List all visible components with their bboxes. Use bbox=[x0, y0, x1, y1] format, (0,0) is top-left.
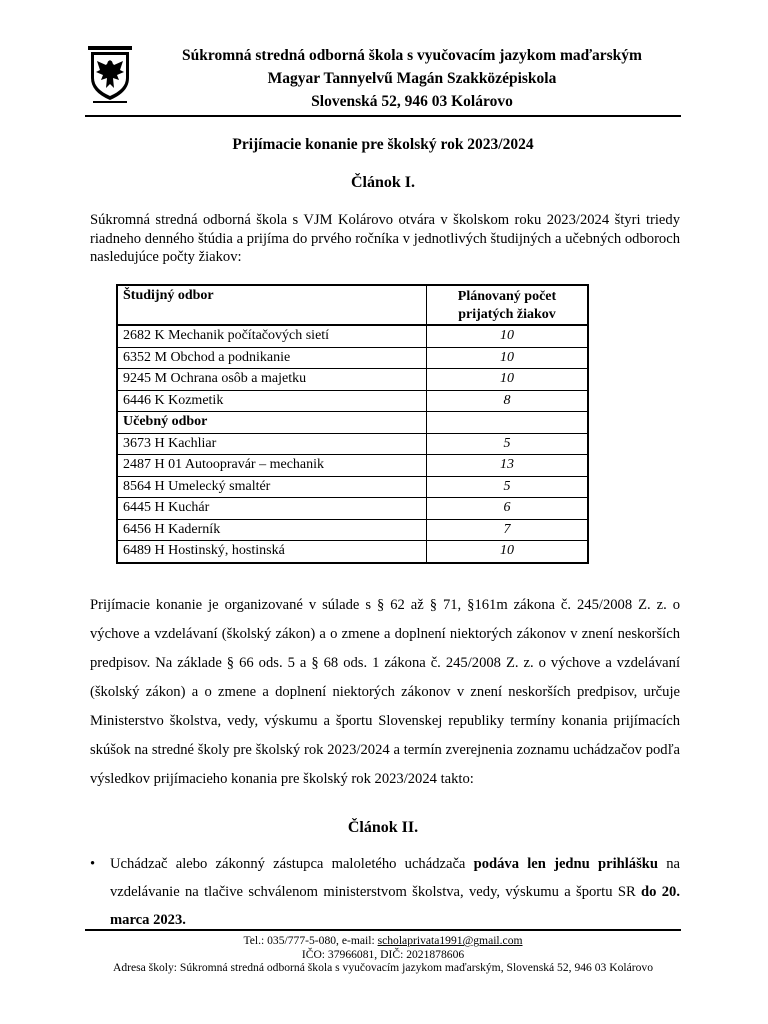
school-name-hu: Magyar Tannyelvű Magán Szakközépiskola bbox=[267, 70, 557, 87]
course-name: 6489 H Hostinský, hostinská bbox=[117, 541, 427, 563]
planned-count: 10 bbox=[427, 325, 589, 347]
course-name: 2682 K Mechanik počítačových sietí bbox=[117, 325, 427, 347]
table-row bbox=[117, 498, 588, 520]
school-logo bbox=[85, 44, 135, 104]
footer-address: Adresa školy: Súkromná stredná odborná škola s vyučovacím jazykom maďarským, Slovenská 52, 946 03 Kolárovo bbox=[112, 961, 654, 974]
footer-ids: IČO: 37966081, DIČ: 2021878606 bbox=[301, 947, 465, 961]
table-header-row bbox=[117, 285, 588, 325]
course-name: 3673 H Kachliar bbox=[117, 433, 427, 455]
course-name: 6445 H Kuchár bbox=[117, 498, 427, 520]
course-name: 9245 M Ochrana osôb a majetku bbox=[117, 369, 427, 391]
table-row bbox=[117, 369, 588, 391]
course-name: 6456 H Kaderník bbox=[117, 519, 427, 541]
bullet-emphasis: podáva len jednu prihlášku bbox=[473, 856, 658, 872]
planned-count bbox=[427, 412, 589, 434]
deadline-date: do 20. marca 2023. bbox=[110, 884, 680, 928]
planned-count: 7 bbox=[427, 519, 589, 541]
course-name: 6352 M Obchod a podnikanie bbox=[117, 347, 427, 369]
column-header-count: Plánovaný počet prijatých žiakov bbox=[427, 285, 589, 325]
planned-count: 6 bbox=[427, 498, 589, 520]
table-row bbox=[117, 455, 588, 477]
letterhead bbox=[85, 44, 681, 116]
table-row bbox=[117, 347, 588, 369]
table-row bbox=[117, 541, 588, 563]
column-header-field: Študijný odbor bbox=[117, 285, 427, 325]
table-body bbox=[117, 325, 588, 563]
bullet-text bbox=[110, 850, 680, 934]
document-title: Prijímacie konanie pre školský rok 2023/2024 bbox=[232, 136, 534, 153]
intro-paragraph: Súkromná stredná odborná škola s VJM Kolárovo otvára v školskom roku 2023/2024 štyri triedy riadneho denného štúdia a prijíma do prvého ročníka v jednotlivých študijných a učebných odboroch nasledujúce počty žiakov: bbox=[90, 212, 680, 265]
planned-count: 13 bbox=[427, 455, 589, 477]
article-2-heading: Článok II. bbox=[347, 819, 419, 836]
course-name: 8564 H Umelecký smaltér bbox=[117, 476, 427, 498]
table-row bbox=[117, 433, 588, 455]
table-row bbox=[117, 390, 588, 412]
course-name: 6446 K Kozmetik bbox=[117, 390, 427, 412]
footer-contact bbox=[85, 934, 681, 948]
planned-count: 5 bbox=[427, 476, 589, 498]
bullet-icon: • bbox=[90, 856, 96, 872]
footer-divider bbox=[85, 929, 681, 931]
legal-paragraph: Prijímacie konanie je organizované v súlade s § 62 až § 71, §161m zákona č. 245/2008 Z. z. o výchove a vzdelávaní (školský zákon) a o zmene a doplnení niektorých zákonov v znení neskorších predpisov. Na základe § 66 ods. 5 a § 68 ods. 1 zákona č. 245/2008 Z. z. o výchove a vzdelávaní (školský zákon) a o zmene a doplnení niektorých zákonov v znení neskorších predpisov, určuje Ministerstvo školstva, vedy, výskumu a športu Slovenskej republiky termíny konania prijímacích skúšok na stredné školy pre školský rok 2023/2024 a termín zverejnenia zoznamu uchádzačov podľa výsledkov prijímacieho konania pre školský rok 2023/2024 takto: bbox=[90, 597, 680, 787]
eagle-crest-icon bbox=[85, 44, 135, 104]
footer-phone: Tel.: 035/777-5-080, e-mail: bbox=[243, 934, 378, 947]
bullet-text-part: na vzdelávanie na tlačive schválenom ministerstvom školstva, vedy, výskumu a športu SR bbox=[110, 856, 680, 900]
table-row bbox=[117, 325, 588, 347]
list-item bbox=[90, 850, 680, 934]
table-row bbox=[117, 519, 588, 541]
footer-email-link[interactable]: scholaprivata1991@gmail.com bbox=[377, 934, 523, 947]
courses-table bbox=[116, 284, 589, 564]
planned-count: 10 bbox=[427, 347, 589, 369]
table-group-row bbox=[117, 412, 588, 434]
footer bbox=[85, 934, 681, 975]
article-1-heading: Článok I. bbox=[350, 174, 416, 191]
table-row bbox=[117, 476, 588, 498]
header-divider bbox=[85, 115, 681, 117]
bullet-text-part: Uchádzač alebo zákonný zástupca maloletého uchádzača bbox=[110, 856, 474, 872]
school-address: Slovenská 52, 946 03 Kolárovo bbox=[311, 93, 513, 110]
planned-count: 10 bbox=[427, 369, 589, 391]
course-name: 2487 H 01 Autoopravár – mechanik bbox=[117, 455, 427, 477]
planned-count: 10 bbox=[427, 541, 589, 563]
school-name-sk: Súkromná stredná odborná škola s vyučovacím jazykom maďarským bbox=[182, 47, 642, 64]
group-label: Učebný odbor bbox=[117, 412, 427, 434]
planned-count: 5 bbox=[427, 433, 589, 455]
planned-count: 8 bbox=[427, 390, 589, 412]
